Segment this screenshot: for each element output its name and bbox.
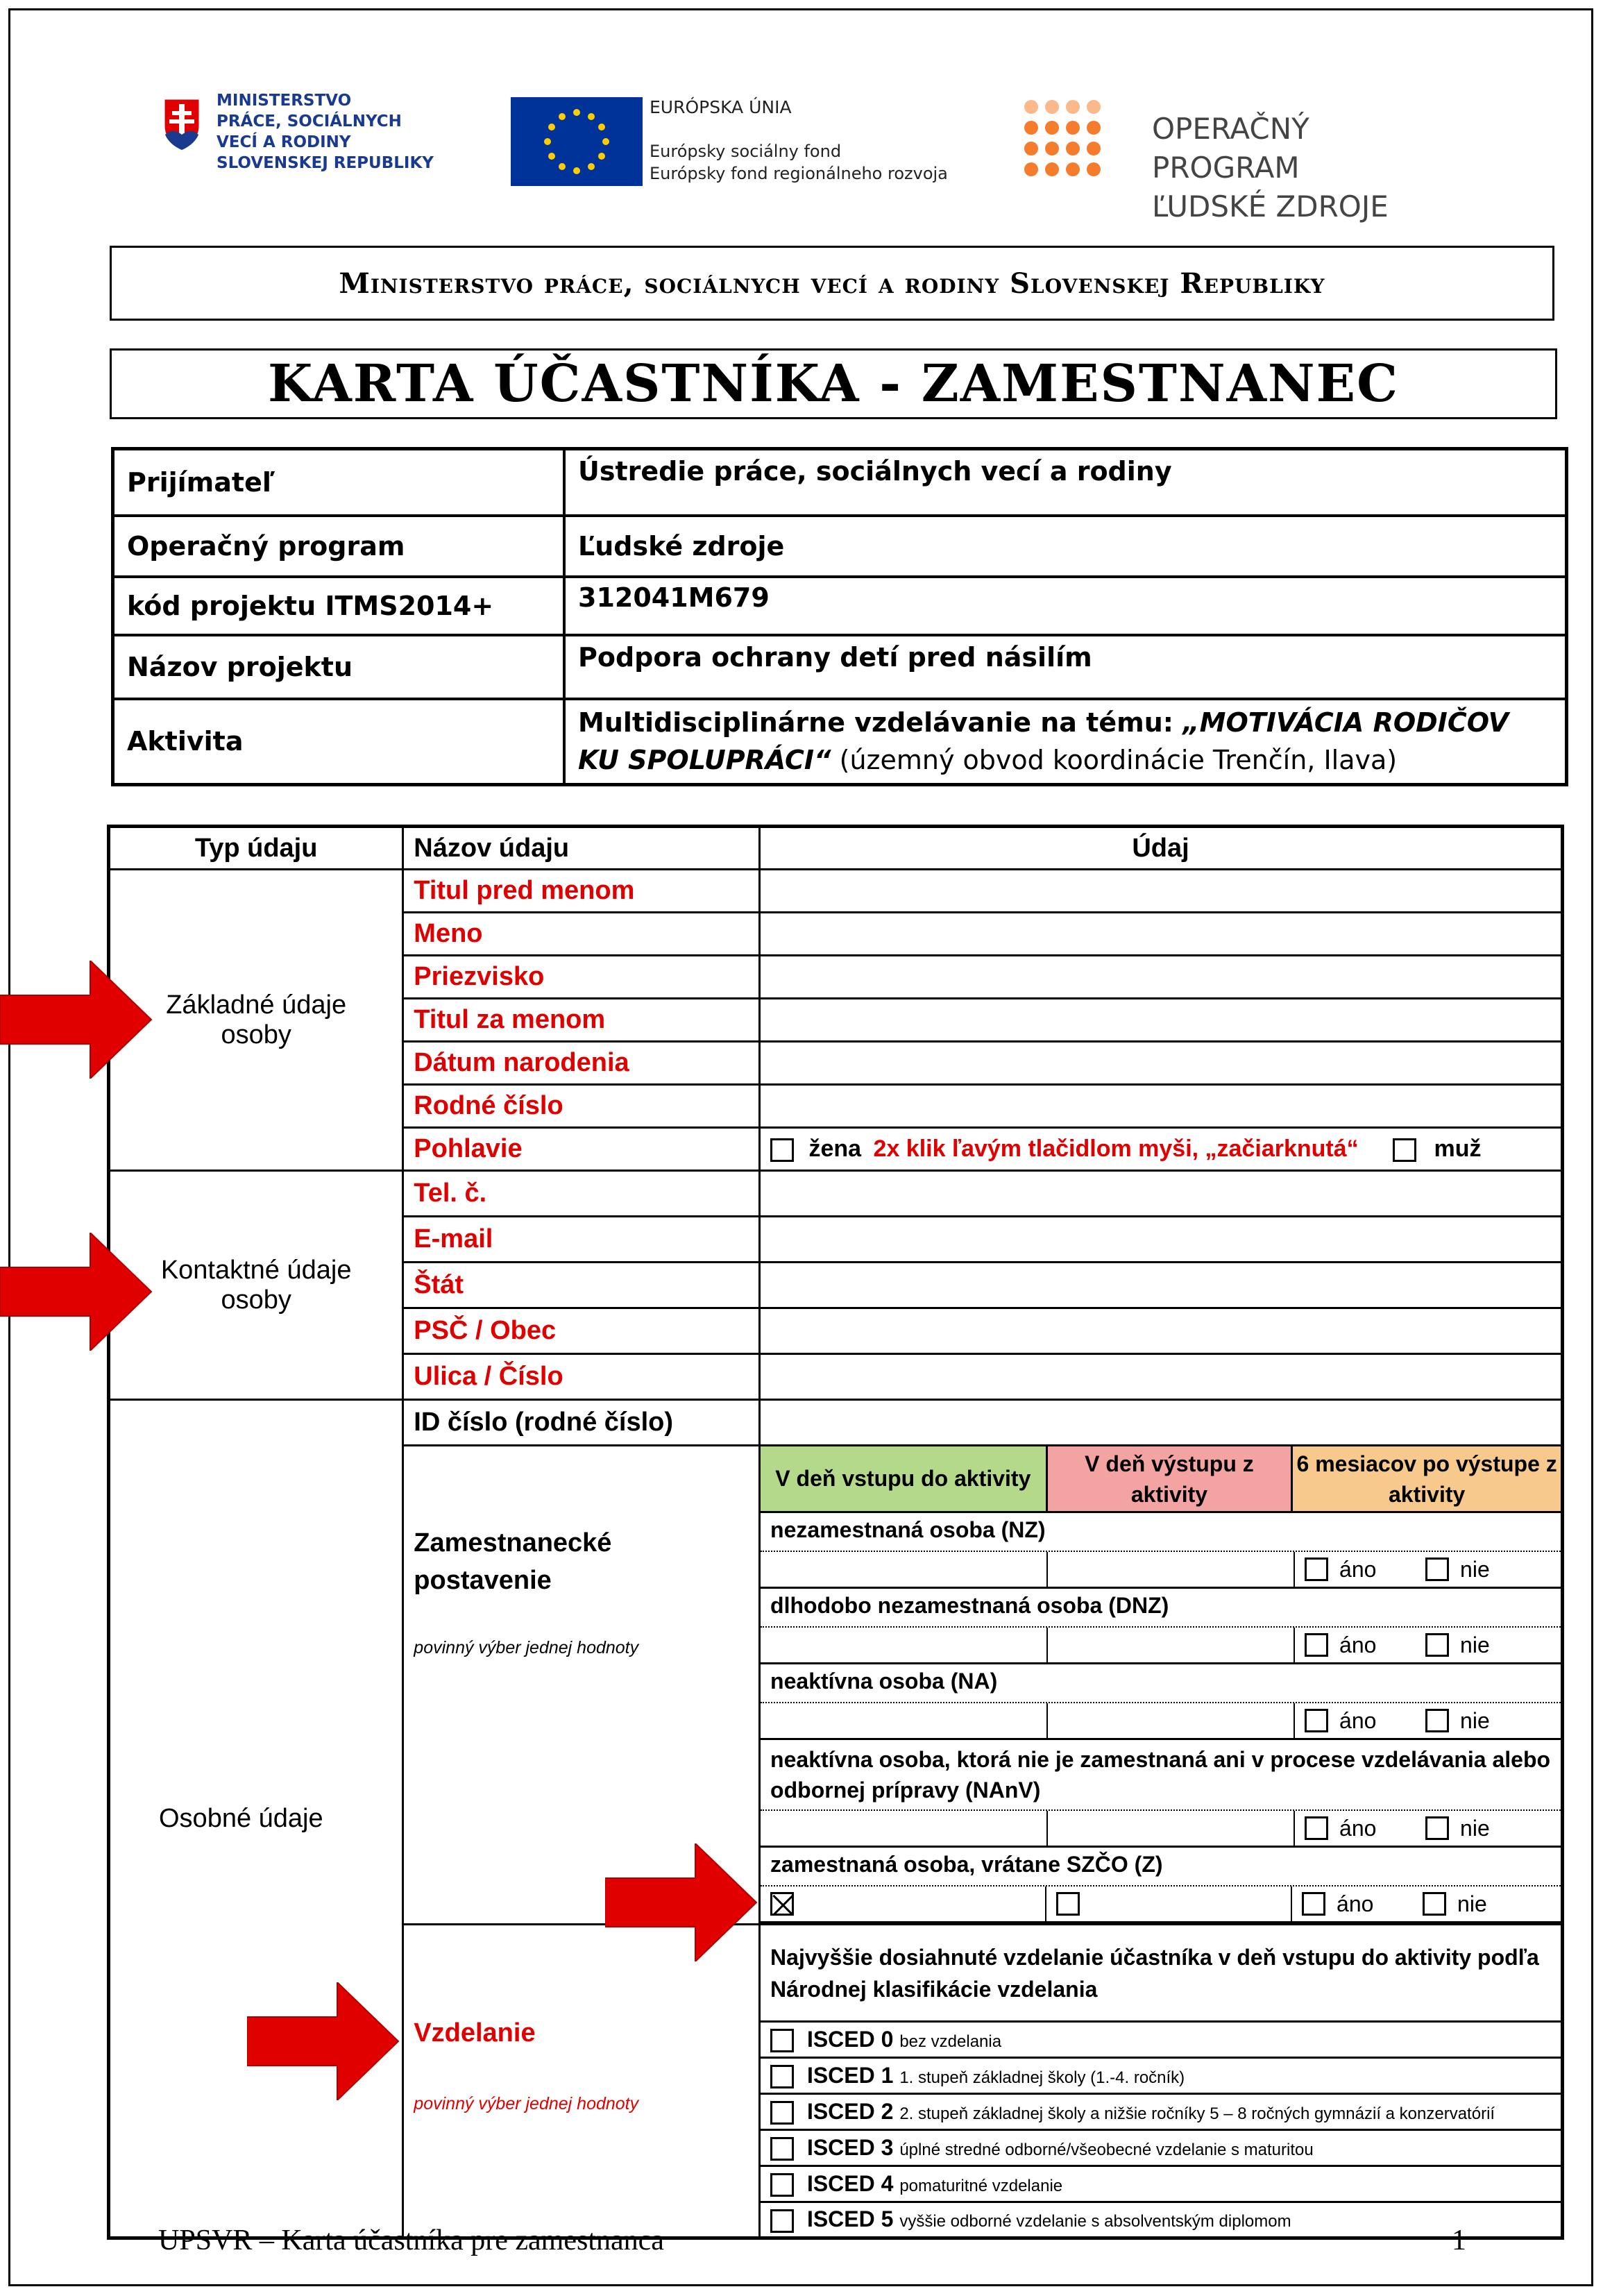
arrow-contact-icon — [0, 1233, 153, 1351]
education-code: ISCED 0 — [806, 2026, 894, 2052]
female-checkbox[interactable] — [770, 1138, 794, 1162]
education-code: ISCED 4 — [806, 2170, 894, 2196]
field-label: Pohlavie — [403, 1128, 760, 1171]
status-label: nezamestnaná osoba (NZ) — [761, 1513, 1561, 1552]
arrow-education-icon — [247, 1982, 400, 2100]
field-input[interactable] — [760, 999, 1563, 1042]
ministry-logo-line: VECÍ A RODINY — [217, 133, 351, 151]
status-label: dlhodobo nezamestnaná osoba (DNZ) — [761, 1589, 1561, 1628]
entry-cell[interactable] — [761, 1628, 1048, 1662]
activity-area: (územný obvod koordinácie Trenčín, Ilava) — [831, 745, 1398, 776]
col-entry: V deň vstupu do aktivity — [760, 1446, 1047, 1512]
group-contact: Kontaktné údaje osoby — [109, 1171, 403, 1400]
op-logo-line: OPERAČNÝ PROGRAM — [1152, 112, 1309, 185]
info-row — [113, 577, 1567, 635]
info-label: Aktivita — [113, 699, 565, 785]
field-input[interactable] — [760, 956, 1563, 999]
ministry-logo-line: MINISTERSTVO — [217, 92, 352, 110]
education-desc: 1. stupeň základnej školy (1.-4. ročník) — [899, 2068, 1185, 2087]
education-checkbox[interactable] — [770, 2209, 794, 2233]
field-label: Titul za menom — [403, 999, 760, 1042]
no-label: nie — [1460, 1632, 1490, 1657]
col-header-type: Typ údaju — [109, 827, 403, 870]
exit-cell[interactable] — [1048, 1628, 1295, 1662]
entry-cell[interactable] — [761, 1886, 1046, 1921]
status-label: neaktívna osoba (NA) — [761, 1664, 1561, 1703]
field-label: Ulica / Číslo — [403, 1354, 760, 1400]
field-label: ID číslo (rodné číslo) — [403, 1400, 760, 1446]
education-option — [760, 2058, 1563, 2094]
field-input[interactable] — [760, 1400, 1563, 1446]
no-label: nie — [1460, 1707, 1490, 1733]
field-input[interactable] — [760, 1042, 1563, 1085]
education-option — [760, 2094, 1563, 2130]
education-header: Najvyššie dosiahnuté vzdelanie účastníka v deň vstupu do aktivity podľa Národnej klasifikácie vzdelania — [760, 1925, 1563, 2022]
entry-cell[interactable] — [761, 1811, 1048, 1846]
footer-text: UPSVR – Karta účastníka pre zamestnanca — [158, 2225, 664, 2256]
no-label: nie — [1460, 1556, 1490, 1582]
op-logo — [1021, 97, 1466, 223]
entry-checkbox-checked[interactable] — [770, 1892, 794, 1916]
activity-prefix: Multidisciplinárne vzdelávanie na tému: — [578, 707, 1183, 738]
education-label-cell — [403, 1925, 760, 2238]
ministry-logo-line: PRÁCE, SOCIÁLNYCH — [217, 112, 402, 130]
gender-hint: 2x klik ľavým tlačidlom myši, „začiarknutá“ — [873, 1136, 1359, 1162]
yes-checkbox[interactable] — [1305, 1709, 1328, 1732]
female-label: žena — [808, 1136, 862, 1162]
field-input[interactable] — [760, 1217, 1563, 1263]
education-label: Vzdelanie — [414, 2018, 536, 2048]
field-label: Dátum narodenia — [403, 1042, 760, 1085]
yes-label: áno — [1339, 1815, 1377, 1841]
field-label: Priezvisko — [403, 956, 760, 999]
field-label: Titul pred menom — [403, 870, 760, 913]
exit-cell[interactable] — [1048, 1703, 1295, 1738]
info-value: Ústredie práce, sociálnych vecí a rodiny — [564, 449, 1567, 516]
info-label: Názov projektu — [113, 635, 565, 699]
field-label: Rodné číslo — [403, 1085, 760, 1128]
info-row — [113, 516, 1567, 577]
education-option — [760, 2130, 1563, 2166]
info-row — [113, 449, 1567, 516]
page-number: 1 — [1452, 2225, 1466, 2256]
education-desc: bez vzdelania — [899, 2032, 1002, 2051]
exit-cell[interactable] — [1048, 1811, 1295, 1846]
education-checkbox[interactable] — [770, 2065, 794, 2088]
entry-cell[interactable] — [761, 1703, 1048, 1738]
field-label: PSČ / Obec — [403, 1308, 760, 1354]
education-code: ISCED 2 — [806, 2098, 894, 2124]
info-value: 312041M679 — [564, 577, 1567, 635]
education-option — [760, 2022, 1563, 2058]
education-code: ISCED 3 — [806, 2134, 894, 2160]
info-value: Podpora ochrany detí pred násilím — [564, 635, 1567, 699]
status-row — [760, 1664, 1563, 1739]
op-dots-icon — [1021, 97, 1112, 187]
status-row — [760, 1512, 1563, 1588]
status-row — [760, 1588, 1563, 1664]
eu-logo — [511, 97, 955, 191]
education-desc: úplné stredné odborné/všeobecné vzdelanie s maturitou — [899, 2140, 1314, 2159]
group-personal: Osobné údaje — [109, 1400, 403, 2238]
col-six-months: 6 mesiacov po výstupe z aktivity — [1292, 1446, 1563, 1512]
yes-label: áno — [1339, 1632, 1377, 1657]
status-row — [760, 1847, 1563, 1923]
yes-label: áno — [1339, 1707, 1377, 1733]
field-input[interactable] — [760, 870, 1563, 913]
exit-checkbox[interactable] — [1056, 1892, 1080, 1916]
education-option — [760, 2166, 1563, 2202]
yes-checkbox[interactable] — [1302, 1892, 1325, 1916]
field-input[interactable] — [760, 1171, 1563, 1217]
exit-cell[interactable] — [1046, 1886, 1292, 1921]
male-checkbox[interactable] — [1393, 1138, 1416, 1162]
eu-logo-line: Európsky sociálny fond — [650, 142, 842, 161]
field-input[interactable] — [760, 913, 1563, 956]
yes-label: áno — [1337, 1891, 1374, 1916]
yes-checkbox[interactable] — [1305, 1633, 1328, 1657]
op-logo-line: ĽUDSKÉ ZDROJE — [1152, 189, 1389, 223]
eu-flag-icon — [511, 97, 643, 186]
employment-note: povinný výber jednej hodnoty — [414, 1638, 639, 1657]
info-label: Prijímateľ — [113, 449, 565, 516]
field-label: Tel. č. — [403, 1171, 760, 1217]
col-header-name: Názov údaju — [403, 827, 760, 870]
ministry-logo — [161, 90, 439, 194]
yes-checkbox[interactable] — [1305, 1816, 1328, 1840]
education-checkbox[interactable] — [770, 2101, 794, 2125]
field-label: E-mail — [403, 1217, 760, 1263]
education-desc: vyššie odborné vzdelanie s absolventským diplomom — [899, 2212, 1291, 2231]
no-checkbox[interactable] — [1425, 1816, 1449, 1840]
ministry-title-text: Ministerstvo práce, sociálnych vecí a rodiny Slovenskej Republiky — [339, 267, 1325, 300]
group-basic: Základné údaje osoby — [109, 870, 403, 1171]
activity-title: „MOTIVÁCIA RODIČOV KU SPOLUPRÁCI“ — [578, 707, 1509, 776]
info-row — [113, 699, 1567, 785]
eu-logo-title: EURÓPSKA ÚNIA — [650, 97, 792, 117]
employment-label: Zamestnanecké postavenie — [414, 1528, 612, 1595]
exit-cell[interactable] — [1048, 1552, 1295, 1587]
no-label: nie — [1457, 1891, 1487, 1916]
slovak-coat-of-arms-icon — [161, 96, 203, 151]
education-desc: pomaturitné vzdelanie — [899, 2176, 1063, 2195]
info-label: Operačný program — [113, 516, 565, 577]
education-checkbox[interactable] — [770, 2029, 794, 2052]
no-checkbox[interactable] — [1423, 1892, 1446, 1916]
field-input[interactable] — [760, 1085, 1563, 1128]
yes-checkbox[interactable] — [1305, 1558, 1328, 1581]
education-checkbox[interactable] — [770, 2137, 794, 2161]
yes-label: áno — [1339, 1556, 1377, 1582]
col-exit: V deň výstupu z aktivity — [1046, 1446, 1292, 1512]
education-desc: 2. stupeň základnej školy a nižšie ročníky 5 – 8 ročných gymnázií a konzervatórií — [899, 2104, 1495, 2123]
education-checkbox[interactable] — [770, 2173, 794, 2197]
ministry-title — [110, 246, 1554, 321]
status-label: neaktívna osoba, ktorá nie je zamestnaná ani v procese vzdelávania alebo odbornej prípravy (NAnV) — [761, 1740, 1561, 1811]
no-label: nie — [1460, 1815, 1490, 1841]
field-input[interactable] — [760, 1354, 1563, 1400]
education-code: ISCED 1 — [806, 2062, 894, 2088]
education-option — [760, 2202, 1563, 2238]
info-value — [564, 699, 1567, 785]
gender-field — [760, 1128, 1563, 1171]
no-checkbox[interactable] — [1425, 1709, 1449, 1732]
info-value: Ľudské zdroje — [564, 516, 1567, 577]
field-input[interactable] — [760, 1263, 1563, 1308]
col-header-value: Údaj — [760, 827, 1563, 870]
info-row — [113, 635, 1567, 699]
field-label: Meno — [403, 913, 760, 956]
project-info-table — [111, 447, 1568, 786]
field-input[interactable] — [760, 1308, 1563, 1354]
arrow-basic-icon — [0, 961, 153, 1079]
status-label: zamestnaná osoba, vrátane SZČO (Z) — [761, 1848, 1561, 1886]
entry-cell[interactable] — [761, 1552, 1048, 1587]
education-code: ISCED 5 — [806, 2206, 894, 2232]
no-checkbox[interactable] — [1425, 1558, 1449, 1581]
education-note: povinný výber jednej hodnoty — [414, 2094, 639, 2113]
eu-logo-line: Európsky fond regionálneho rozvoja — [650, 164, 948, 183]
arrow-employment-icon — [605, 1843, 758, 1961]
card-title: KARTA ÚČASTNÍKA - ZAMESTNANEC — [110, 348, 1557, 419]
info-label: kód projektu ITMS2014+ — [113, 577, 565, 635]
no-checkbox[interactable] — [1425, 1633, 1449, 1657]
status-row — [760, 1739, 1563, 1847]
male-label: muž — [1434, 1136, 1482, 1162]
ministry-logo-line: SLOVENSKEJ REPUBLIKY — [217, 154, 434, 172]
field-label: Štát — [403, 1263, 760, 1308]
